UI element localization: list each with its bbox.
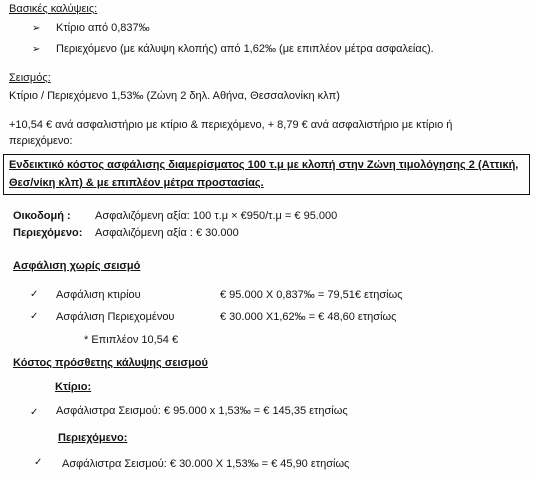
no-quake-building-label: Ασφάλιση κτιρίου	[56, 289, 141, 301]
basic-coverages-heading: Βασικές καλύψεις:	[9, 3, 98, 15]
arrowhead-bullet-icon: ➢	[32, 44, 41, 55]
quake-contents-row: Ασφάλιστρα Σεισμού: € 30.000 Χ 1,53‰ = € 45,90 ετησίως	[62, 458, 350, 470]
arrowhead-bullet-icon: ➢	[32, 23, 41, 34]
checkmark-icon: ✓	[30, 289, 39, 300]
no-quake-extra-note: * Επιπλέον 10,54 €	[84, 334, 179, 346]
checkmark-icon: ✓	[34, 457, 43, 468]
earthquake-extra-line-2: περιεχόμενο:	[9, 135, 73, 147]
contents-insured-value: Ασφαλιζόμενη αξία : € 30.000	[95, 227, 239, 239]
earthquake-heading: Σεισμός:	[9, 72, 51, 84]
checkmark-icon: ✓	[30, 311, 39, 322]
earthquake-extra-line-1: +10,54 € ανά ασφαλιστήριο με κτίριο & περιεχόμενο, + 8,79 € ανά ασφαλιστήριο με κτίριο ή	[9, 119, 453, 131]
earthquake-rate-line: Κτίριο / Περιεχόμενο 1,53‰ (Ζώνη 2 δηλ. Αθήνα, Θεσσαλονίκη κλπ)	[9, 90, 340, 102]
building-label: Οικοδομή :	[13, 210, 71, 222]
quake-building-heading: Κτίριο:	[55, 381, 92, 393]
checkmark-icon: ✓	[30, 407, 39, 418]
example-box-line-2: Θεσ/νίκη κλπ) & με επιπλέον μέτρα προστασίας.	[9, 177, 264, 189]
example-box-line-1: Ενδεικτικό κόστος ασφάλισης διαμερίσματος 100 τ.μ με κλοπή στην Ζώνη τιμολόγησης 2 (Αττική,	[9, 159, 519, 171]
no-quake-contents-calc: € 30.000 Χ1,62‰ = € 48,60 ετησίως	[220, 311, 397, 323]
contents-label: Περιεχόμενο:	[13, 227, 83, 239]
basic-item-building: Κτίριο από 0,837‰	[56, 22, 150, 34]
quake-contents-heading: Περιεχόμενο:	[58, 432, 128, 444]
example-cost-box	[3, 154, 530, 195]
basic-item-contents: Περιεχόμενο (με κάλυψη κλοπής) από 1,62‰ (με επιπλέον μέτρα ασφαλείας).	[56, 43, 434, 55]
quake-building-row: Ασφάλιστρα Σεισμού: € 95.000 x 1,53‰ = € 145,35 ετησίως	[56, 405, 348, 417]
no-quake-contents-label: Ασφάλιση Περιεχομένου	[56, 311, 175, 323]
quake-cost-heading: Κόστος πρόσθετης κάλυψης σεισμού	[13, 357, 208, 369]
no-quake-building-calc: € 95.000 Χ 0,837‰ = 79,51€ ετησίως	[220, 289, 403, 301]
no-earthquake-heading: Ασφάλιση χωρίς σεισμό	[13, 260, 141, 272]
building-insured-value: Ασφαλιζόμενη αξία: 100 τ.μ × €950/τ.μ = € 95.000	[95, 210, 338, 222]
